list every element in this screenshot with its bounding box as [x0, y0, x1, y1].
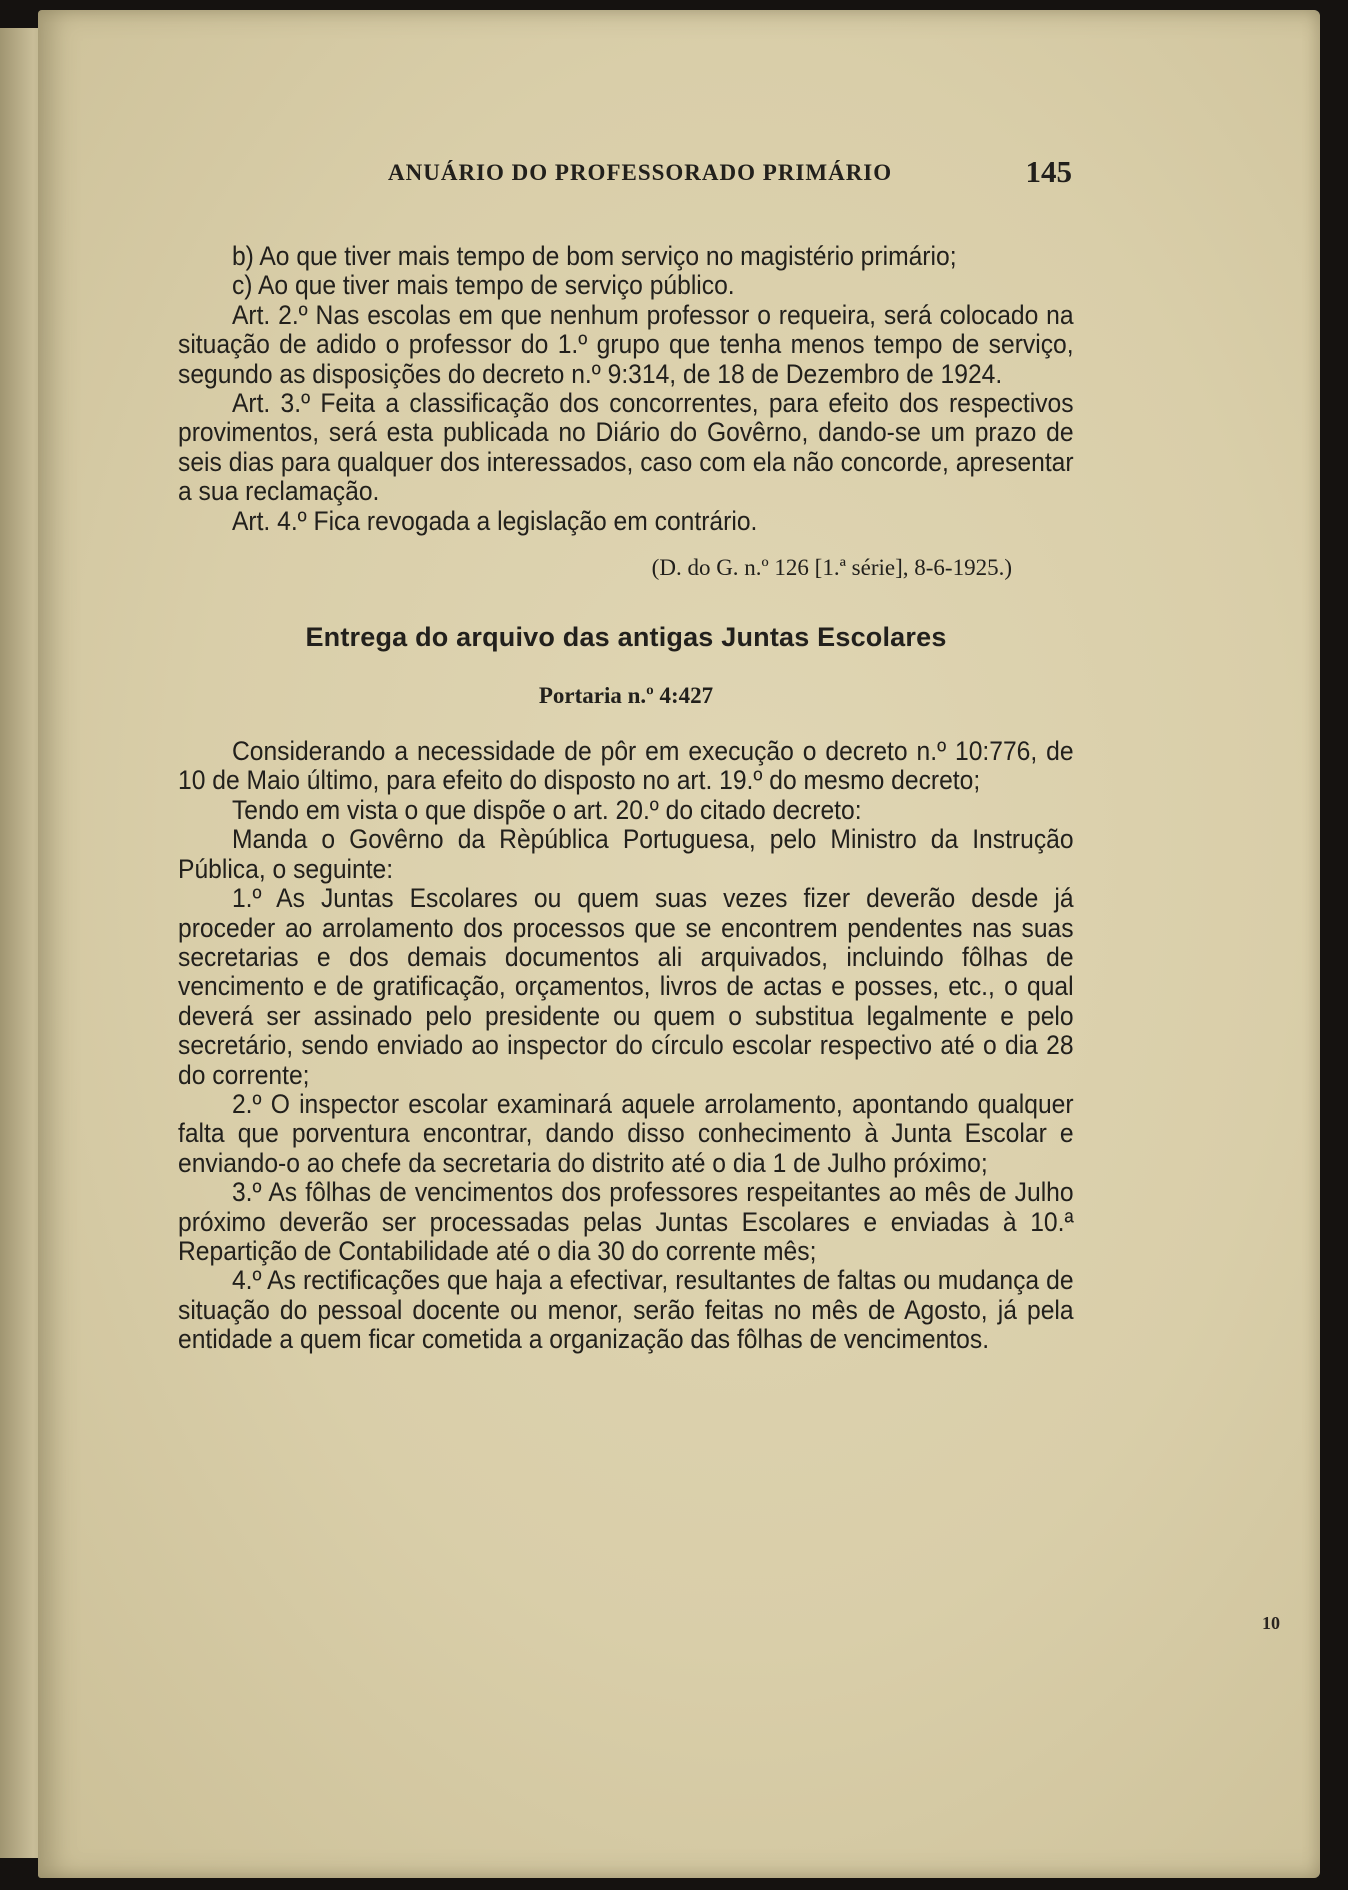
paragraph-manda: Manda o Govêrno da Rèpública Portuguesa, pelo Ministro da Instrução Pública, o seguinte:	[178, 824, 1074, 884]
page-content	[178, 154, 1074, 1355]
signature-mark: 10	[1262, 1613, 1280, 1633]
running-title: ANUÁRIO DO PROFESSORADO PRIMÁRIO	[388, 160, 893, 185]
lower-edge	[0, 1878, 1348, 1890]
paragraph-item-1: 1.º As Juntas Escolares ou quem suas vezes fizer deverão desde já proceder ao arrolamento dos processos que se encontrem pendentes nas suas secretarias e dos demais documentos ali arquivados, incluindo fôlhas de vencimento e de gratificação, orçamentos, livros de actas e posses, etc., o qual deverá ser assinado pelo presidente ou quem o substitua legalmente e pelo secretário, sendo enviado ao inspector do círculo escolar respectivo até o dia 28 do corrente;	[178, 883, 1074, 1090]
book-page	[38, 10, 1320, 1878]
paragraph-art-2: Art. 2.º Nas escolas em que nenhum professor o requeira, será colocado na situação de adido o professor do 1.º grupo que tenha menos tempo de serviço, segundo as disposições do decreto n.º 9:314, de 18 de Dezembro de 1924.	[178, 299, 1074, 389]
paragraph-item-3: 3.º As fôlhas de vencimentos dos professores respeitantes ao mês de Julho próximo deverão ser processadas pelas Juntas Escolares e enviadas à 10.ª Repartição de Contabilidade até o dia 30 do corrente mês;	[178, 1177, 1074, 1266]
paragraph-art-4: Art. 4.º Fica revogada a legislação em contrário.	[231, 505, 758, 536]
section-title: Entrega do arquivo das antigas Juntas Escolares	[305, 622, 947, 653]
paragraph-tendo: Tendo em vista o que dispõe o art. 20.º do citado decreto:	[231, 794, 862, 825]
citation: (D. do G. n.º 126 [1.ª série], 8-6-1925.)	[651, 555, 1012, 581]
paragraph-item-b: b) Ao que tiver mais tempo de bom serviço no magistério primário;	[231, 241, 957, 271]
page-number: 145	[1025, 154, 1072, 189]
paragraph-item-c: c) Ao que tiver mais tempo de serviço público.	[231, 270, 735, 301]
portaria-subtitle: Portaria n.º 4:427	[538, 683, 714, 709]
running-head	[178, 154, 1074, 200]
paragraph-considerando: Considerando a necessidade de pôr em execução o decreto n.º 10:776, de 10 de Maio último, para efeito do disposto no art. 19.º do mesmo decreto;	[178, 736, 1074, 796]
paragraph-art-3: Art. 3.º Feita a classificação dos concorrentes, para efeito dos respectivos provimentos, será esta publicada no Diário do Govêrno, dando-se um prazo de seis dias para qualquer dos interessados, caso com ela não concorde, apresentar a sua reclamação.	[178, 388, 1074, 507]
paragraph-item-2: 2.º O inspector escolar examinará aquele arrolamento, apontando qualquer falta que porventura encontrar, dando disso conhecimento à Junta Escolar e enviando-o ao chefe da secretaria do distrito até o dia 1 de Julho próximo;	[178, 1088, 1074, 1178]
paragraph-item-4: 4.º As rectificações que haja a efectivar, resultantes de faltas ou mudança de situação do pessoal docente ou menor, serão feitas no mês de Agosto, já pela entidade a quem ficar cometida a organização das fôlhas de vencimentos.	[178, 1265, 1074, 1355]
